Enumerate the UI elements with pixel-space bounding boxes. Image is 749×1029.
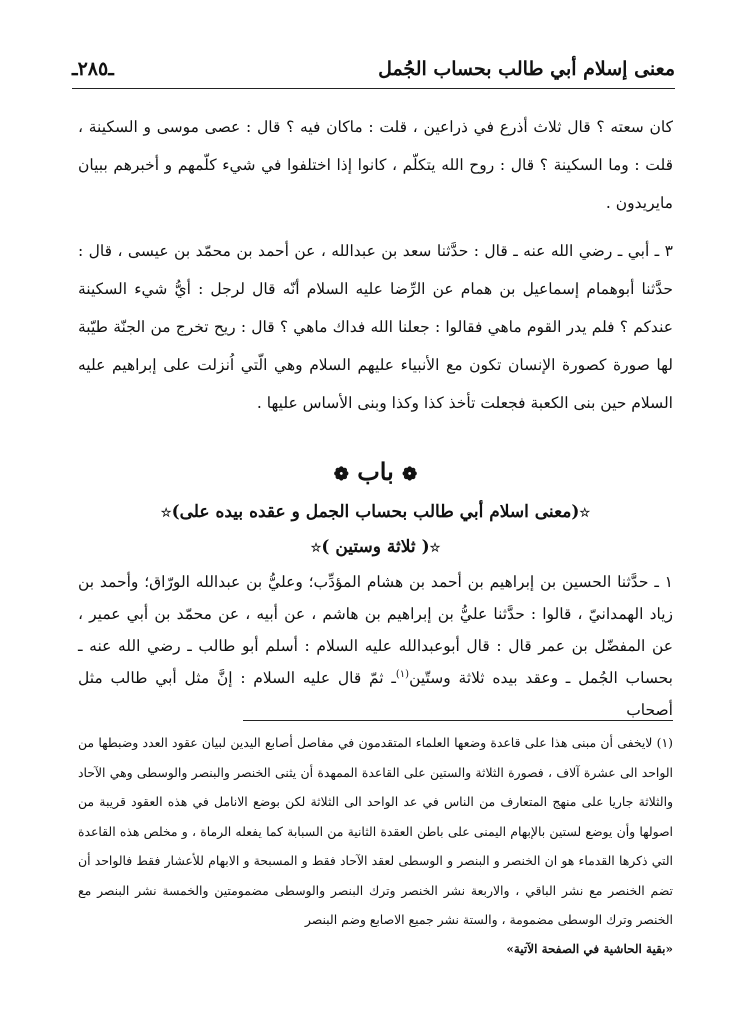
bab-label: باب [357, 457, 394, 486]
heading-line-2-text: ( ثلاثة وستين ) [321, 536, 430, 557]
star-icon: ☆ [310, 540, 322, 554]
chapter-heading-line-1 [78, 495, 673, 530]
chapter-heading [78, 452, 673, 564]
footnote-continuation: «بقية الحاشية في الصفحة الآتية» [506, 941, 673, 956]
paragraph-3-part-2: ـ ثمّ قال عليه السلام : إنَّ مثل أبي طالب مثل أصحاب [78, 669, 673, 719]
star-icon: ☆ [160, 505, 172, 520]
footnote-text: (١) لايخفى أن مبنى هذا على قاعدة وضعها العلماء المتقدمون في مفاصل أصابع اليدين لبيان عقود العدد وضبطها من الواحد الى عشرة آلاف ، فصورة الثلاثة والستين على القاعدة الممهدة أن يثنى الخنصر والبنصر والوسطى وهي الآحاد والثلاثة جاريا على منهج المتعارف من الناس في عد الواحد الى الثلاثة لكن بوضع الانامل في هذه العقود قريبة من اصولها وأن يوضع لستين بالإبهام اليمنى على باطن العقدة الثانية من السبابة كما يفعله الرماة ، و مخلص هذه القاعدة التي ذكرها القدماء هو ان الخنصر و البنصر و الوسطى لعقد الآحاد فقط و المسبحة و الابهام للأعشار فقط فالواحد أن تضم الخنصر مع نشر الباقي ، والاربعة نشر الخنصر وترك البنصر والوسطى مضمومتين والخمسة نشر البنصر مع الخنصر وترك الوسطى مضمومة ، والستة نشر جميع الاصابع وضم البنصر [78, 735, 673, 927]
heading-line-1-text: (معنى اسلام أبي طالب بحساب الجمل و عقده بيده على) [171, 502, 580, 522]
star-icon: ☆ [579, 505, 591, 520]
chapter-heading-line-2 [78, 530, 673, 565]
text-section-a [78, 108, 673, 422]
footnote-section [78, 728, 673, 964]
text-section-b [78, 566, 673, 726]
ornament-right-icon: ❁ [402, 464, 418, 485]
running-header [72, 50, 675, 89]
ornament-left-icon: ❁ [333, 464, 349, 485]
paragraph-1: كان سعته ؟ قال ثلاث أذرع في ذراعين ، قلت : ماكان فيه ؟ قال : عصى موسى و السكينة ، قلت : وما السكينة ؟ قال : روح الله يتكلّم ، كانوا إذا اختلفوا في شيء كلّمهم و أخبرهم ببيان مايريدون . [78, 118, 673, 212]
page-title: معنى إسلام أبي طالب بحساب الجُمل [378, 58, 675, 80]
paragraph-3 [78, 566, 673, 726]
paragraph-2: ٣ ـ أبي ـ رضي الله عنه ـ قال : حدَّثنا سعد بن عبدالله ، عن أحمد بن محمّد بن عيسى ، قال : حدَّثنا أبوهمام إسماعيل بن همام عن الرِّضا عليه السلام أنّه قال لرجل : أيُّ شيء السكينة عندكم ؟ فلم يدر القوم ماهي فقالوا : جعلنا الله فداك ماهي ؟ قال : ريح تخرج من الجنّة طيّبة لها صورة كصورة الإنسان تكون مع الأنبياء عليهم السلام وهي الّتي اُنزلت على إبراهيم عليه السلام حين بنى الكعبة فجعلت تأخذ كذا وكذا وبنى الأساس عليها . [78, 242, 673, 412]
footnote-divider [243, 720, 673, 721]
page-number: ـ٢٨٥ـ [72, 58, 114, 80]
star-icon: ☆ [429, 540, 441, 554]
footnote-marker: (١) [395, 668, 410, 680]
paragraph-3-part-1: ١ ـ حدَّثنا الحسين بن إبراهيم بن أحمد بن هشام المؤدِّب؛ وعليُّ بن عبدالله الورّاق؛ وأحمد بن زياد الهمدانيّ ، قالوا : حدَّثنا عليُّ بن إبراهيم بن هاشم ، عن أبيه ، عن محمّد بن أبي عمير ، عن المفضّل بن عمر قال : قال أبوعبدالله عليه السلام : أسلم أبو طالب ـ رضي الله عنه ـ بحساب الجُمل ـ وعقد بيده ثلاثة وستّين [78, 573, 673, 687]
chapter-bab-title [78, 452, 673, 495]
